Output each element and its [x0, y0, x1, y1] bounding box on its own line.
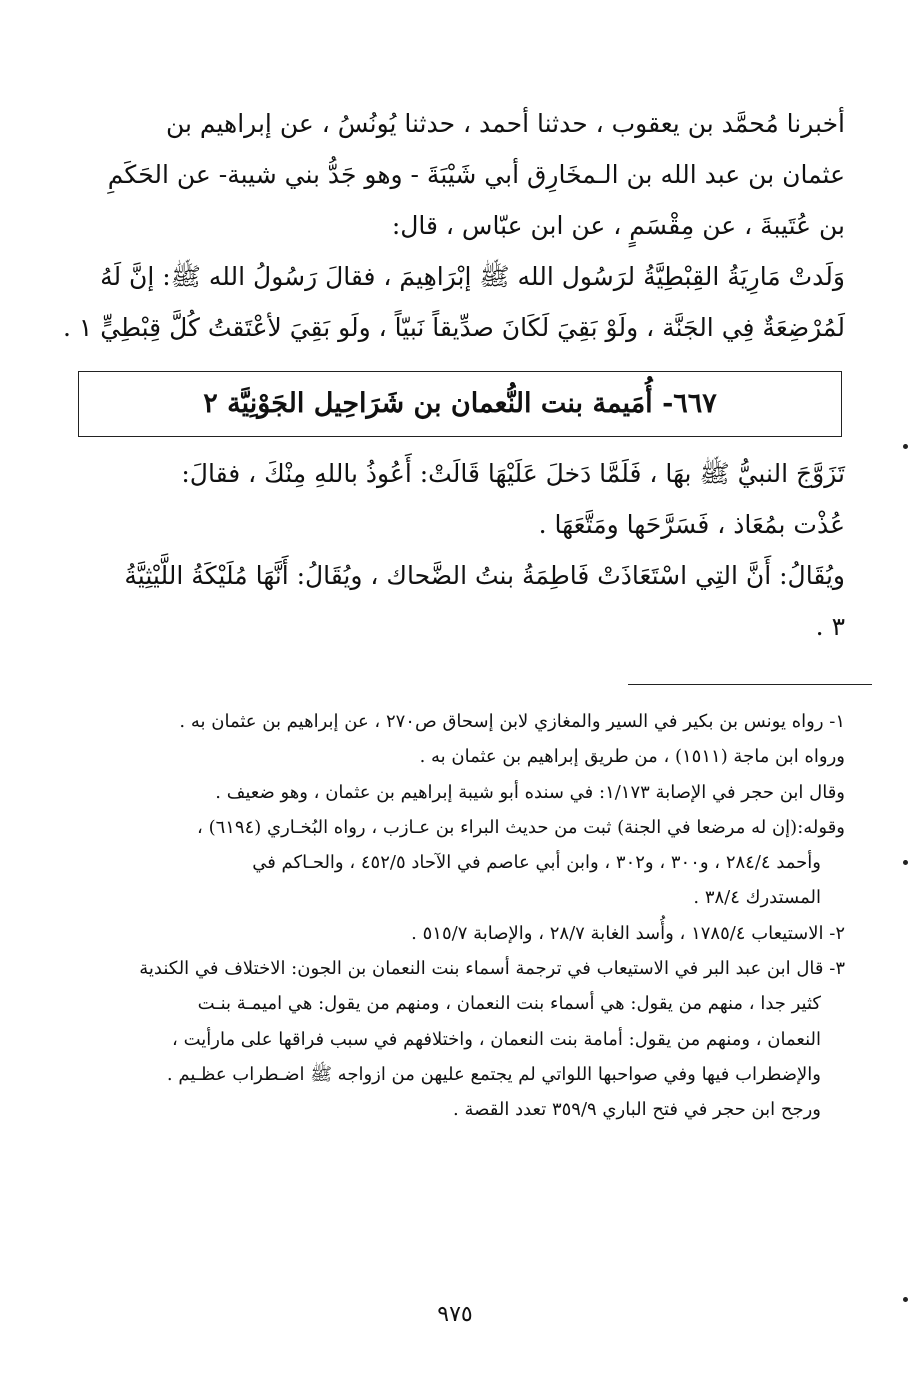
scan-mark	[903, 1297, 908, 1302]
scan-mark	[903, 860, 908, 865]
footnote-line: والإضطراب فيها وفي صواحبها اللواتي لم يجتمع عليهن من ازواجه ﷺ اضـطراب عظـيم .	[166, 1063, 821, 1085]
narration-line: أخبرنا مُحمَّد بن يعقوب ، حدثنا أحمد ، حدثنا يُونُسُ ، عن إبراهيم بن	[165, 109, 845, 138]
footnote-line: ورجح ابن حجر في فتح الباري ٣٥٩/٩ تعدد القصة .	[453, 1099, 821, 1121]
footnote-divider	[628, 684, 872, 685]
footnote-line: النعمان ، ومنهم من يقول: أمامة بنت النعمان ، واختلافهم في سبب فراقها على مارأيت ،	[172, 1028, 821, 1050]
narration-paragraph	[63, 98, 845, 353]
hadith-line: وَلَدتْ مَارِيَةُ القِبْطِيَّةُ لرَسُول الله ﷺ إبْرَاهِيمَ ، فقالَ رَسُولُ الله ﷺ: إنَّ لَهُ	[100, 262, 845, 291]
footnote-line: وقال ابن حجر في الإصابة ١/١٧٣: في سنده أبو شيبة إبراهيم بن عثمان ، وهو ضعيف .	[215, 781, 845, 803]
footnote-line: كثير جدا ، منهم من يقول: هي أسماء بنت النعمان ، ومنهم من يقول: هي اميمـة بنـت	[197, 993, 821, 1015]
entry-heading: ٦٦٧- أُمَيمة بنت النُّعمان بن شَرَاحِيل الجَوْنِيَّة ٢	[203, 388, 717, 419]
entry-paragraph	[100, 448, 845, 652]
footnote-line: ورواه ابن ماجة (١٥١١) ، من طريق إبراهيم بن عثمان به .	[419, 746, 845, 768]
footnote-line: ١- رواه يونس بن بكير في السير والمغازي لابن إسحاق ص٢٧٠ ، عن إبراهيم بن عثمان به .	[179, 711, 845, 732]
narration-line: بن عُتَيبةَ ، عن مِقْسَمٍ ، عن ابن عبّاس ، قال:	[391, 211, 845, 240]
footnote-line: وأحمد ٢٨٤/٤ ، و٣٠٠ ، و٣٠٢ ، وابن أبي عاصم في الآحاد ٤٥٢/٥ ، والحـاكم في	[252, 852, 821, 874]
narration-line: عثمان بن عبد الله بن الـمخَارِق أبي شَيْبَةَ - وهو جَدُّ بني شيبة- عن الحَكَمِ	[107, 160, 845, 189]
footnote-line: وقوله:(إن له مرضعا في الجنة) ثبت من حديث البراء بن عـازب ، رواه البُخـاري (٦١٩٤) ،	[197, 816, 845, 838]
entry-line: تَزَوَّجَ النبيُّ ﷺ بهَا ، فَلَمَّا دَخلَ عَلَيْهَا قَالَتْ: أَعُوذُ باللهِ مِنْكَ ، فقالَ:	[181, 459, 845, 488]
hadith-line: لَمُرْضِعَةٌ فِي الجَنَّة ، ولَوْ بَقِيَ لَكَانَ صدِّيقاً نَبيّاً ، ولَو بَقِيَ لأعْتَقتُ كُلَّ قِبْطِيٍّ ١ .	[63, 313, 845, 342]
entry-line: ويُقَالُ: أَنَّ التِي اسْتَعَاذَتْ فَاطِمَةُ بنتُ الضَّحاك ، ويُقَالُ: أَنَّهَا مُلَيْكَةُ اللَّيْثِيَّةُ	[124, 561, 845, 590]
footnote-line: ٣- قال ابن عبد البر في الاستيعاب في ترجمة أسماء بنت النعمان بن الجون: الاختلاف في الكندية	[139, 958, 845, 980]
entry-line: ٣ .	[815, 612, 845, 641]
footnotes	[80, 704, 845, 1128]
scan-mark	[903, 444, 908, 449]
footnote-line: ٢- الاستيعاب ١٧٨٥/٤ ، وأُسد الغابة ٢٨/٧ ، والإصابة ٥١٥/٧ .	[411, 922, 845, 944]
page-number: ٩٧٥	[437, 1302, 473, 1327]
entry-heading-box	[78, 371, 842, 437]
footnote-line: المستدرك ٣٨/٤ .	[693, 887, 821, 909]
entry-line: عُذْت بمُعَاذ ، فَسَرَّحَها ومَتَّعَهَا .	[538, 510, 845, 539]
